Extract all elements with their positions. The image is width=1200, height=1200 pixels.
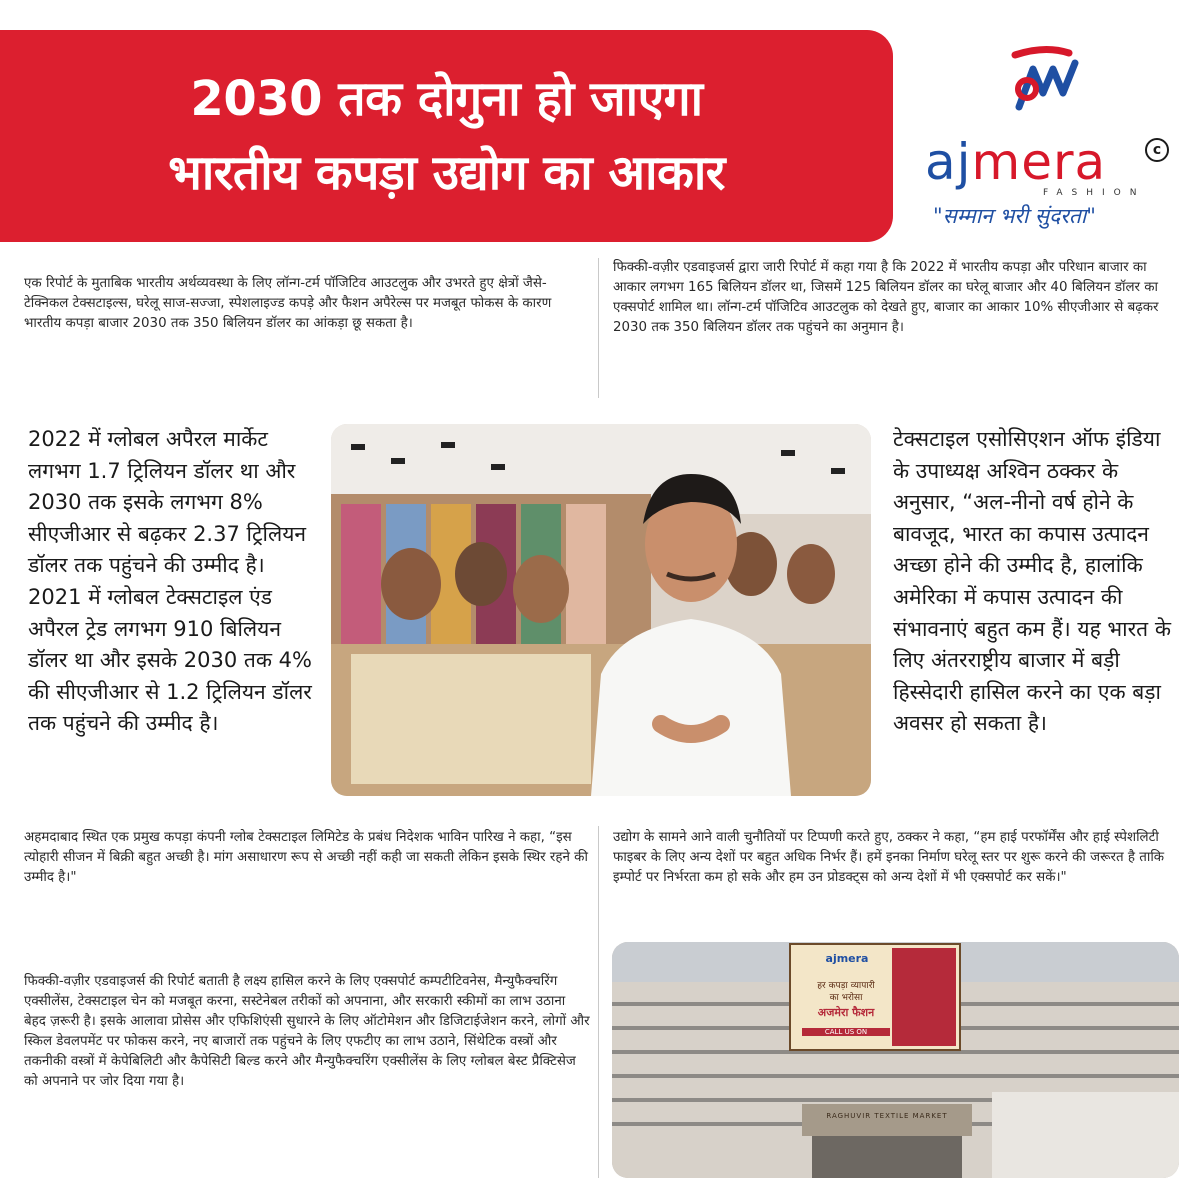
billboard-line-2: का भरोसा (829, 993, 863, 1003)
building-sign: RAGHUVIR TEXTILE MARKET (826, 1112, 948, 1120)
challenges-paragraph: उद्योग के सामने आने वाली चुनौतियों पर टिप्पणी करते हुए, ठक्कर ने कहा, “हम हाई परफॉर्मेंस और हाई स्पेशलिटी फाइबर के लिए अन्य देशों पर बहुत अधिक निर्भर हैं। हमें इनका निर्माण घरेलू स्तर पर शुरू करने की जरूरत है ताकि इम्पोर्ट पर निर्भरता कम हो सके और हम उन प्रोडक्ट्स को अन्य देशों में भी एक्सपोर्ट कर सकें।" (613, 830, 1165, 885)
intro-paragraph-right: फिक्की-वज़ीर एडवाइजर्स द्वारा जारी रिपोर्ट में कहा गया है कि 2022 में भारतीय कपड़ा और परिधान बाजार का आकार लगभग 165 बिलियन डॉलर था, जिसमें 125 बिलियन डॉलर का घरेलू बाजार और 40 बिलियन डॉलर का एक्सपोर्ट शामिल था। लॉन्ग-टर्म पॉजिटिव आउटलुक को देखते हुए, बाजार का आकार 10% सीएजीआर से बढ़कर 2030 तक 350 बिलियन डॉलर तक पहुंचने का अनुमान है। (613, 260, 1159, 335)
store-photo (331, 424, 871, 796)
billboard-line-3: अजमेरा फैशन (817, 1006, 875, 1019)
logo-tagline: "सम्मान भरी सुंदरता" (933, 204, 1096, 228)
ahmedabad-paragraph: अहमदाबाद स्थित एक प्रमुख कपड़ा कंपनी ग्लोब टेक्सटाइल लिमिटेड के प्रबंध निदेशक भाविन पारिख ने कहा, “इस त्योहारी सीजन में बिक्री बहुत अच्छी है। मांग असाधारण रूप से अच्छी नहीं कही जा सकती लेकिन इसके स्थिर रहने की उम्मीद है।" (24, 830, 588, 885)
market-building-photo (612, 942, 1179, 1178)
logo-word-mera: mera (971, 133, 1107, 191)
column-divider-bottom (598, 826, 599, 1178)
headline-banner (0, 30, 893, 242)
column-divider-top (598, 258, 599, 398)
ajmera-logo-mark-icon (1005, 45, 1091, 115)
logo-word-aj: aj (925, 133, 972, 191)
global-market-paragraph: 2022 में ग्लोबल अपैरल मार्केट लगभग 1.7 ट्रिलियन डॉलर था और 2030 तक इसके लगभग 8% सीएजीआर से बढ़कर 2.37 ट्रिलियन डॉलर तक पहुंचने की उम्मीद है। 2021 में ग्लोबल टेक्सटाइल एंड अपैरल ट्रेड लगभग 910 बिलियन डॉलर था और इसके 2030 तक 4% की सीएजीआर से 1.2 ट्रिलियन डॉलर तक पहुंचने की उम्मीद है। (28, 427, 312, 736)
store-photo-illustration (331, 424, 871, 796)
intro-paragraph-left: एक रिपोर्ट के मुताबिक भारतीय अर्थव्यवस्था के लिए लॉन्ग-टर्म पॉजिटिव आउटलुक और उभरते हुए क्षेत्रों जैसे-टेक्निकल टेक्सटाइल्स, घरेलू साज-सज्जा, स्पेशलाइज्ड कपड़े और फैशन अपैरेल्स पर मजबूत फोकस के कारण भारतीय कपड़ा बाजार 2030 तक 350 बिलियन डॉलर का आंकड़ा छू सकता है। (24, 276, 552, 331)
copyright-icon: c (1145, 138, 1169, 162)
building-illustration (612, 942, 1179, 1178)
billboard-call: CALL US ON (802, 1028, 890, 1036)
billboard-brand: ajmera (825, 952, 869, 965)
cotton-quote-paragraph: टेक्सटाइल एसोसिएशन ऑफ इंडिया के उपाध्यक्ष अश्विन ठक्कर के अनुसार, “अल-नीनो वर्ष होने के बावजूद, भारत का कपास उत्पादन अच्छा होने की उम्मीद है, हालांकि अमेरिका में कपास उत्पादन की संभावनाएं बहुत कम हैं। यह भारत के लिए अंतरराष्ट्रीय बाजार में बड़ी हिस्सेदारी हासिल करने का एक बड़ा अवसर हो सकता है। (893, 427, 1171, 736)
logo-subword: FASHION (1043, 188, 1146, 198)
logo-wordmark (925, 134, 1106, 190)
billboard-line-1: हर कपड़ा व्यापारी (817, 981, 875, 991)
brand-logo (905, 30, 1190, 242)
headline-line-2: भारतीय कपड़ा उद्योग का आकार (168, 145, 725, 201)
headline-line-1: 2030 तक दोगुना हो जाएगा (190, 71, 703, 127)
ficci-report-paragraph: फिक्की-वज़ीर एडवाइजर्स की रिपोर्ट बताती है लक्ष्य हासिल करने के लिए एक्सपोर्ट कम्पटीटिवनेस, मैन्युफैक्चरिंग एक्सीलेंस, टेक्सटाइल चेन को मजबूत करना, सस्टेनेबल तरीकों को अपनाना, और सरकारी स्कीमों का लाभ उठाना बेहद ज़रूरी है। इसके आलावा प्रोसेस और एफिशिएंसी सुधारने के लिए ऑटोमेशन और डिजिटाईजेशन करने, लोगों और स्किल डेवलपमेंट पर फोकस करने, नए बाजारों तक पहुंचने के लिए एफटीए का लाभ उठाने, सिंथेटिक वस्त्रों और तकनीकी वस्त्रों में केपेबिलिटी और कैपेसिटी बिल्ड करने और मैन्युफैक्चरिंग एक्सीलेंस के लिए ग्लोबल बेस्ट प्रैक्टिसेज को अपनाने पर जोर दिया गया है। (24, 974, 590, 1089)
